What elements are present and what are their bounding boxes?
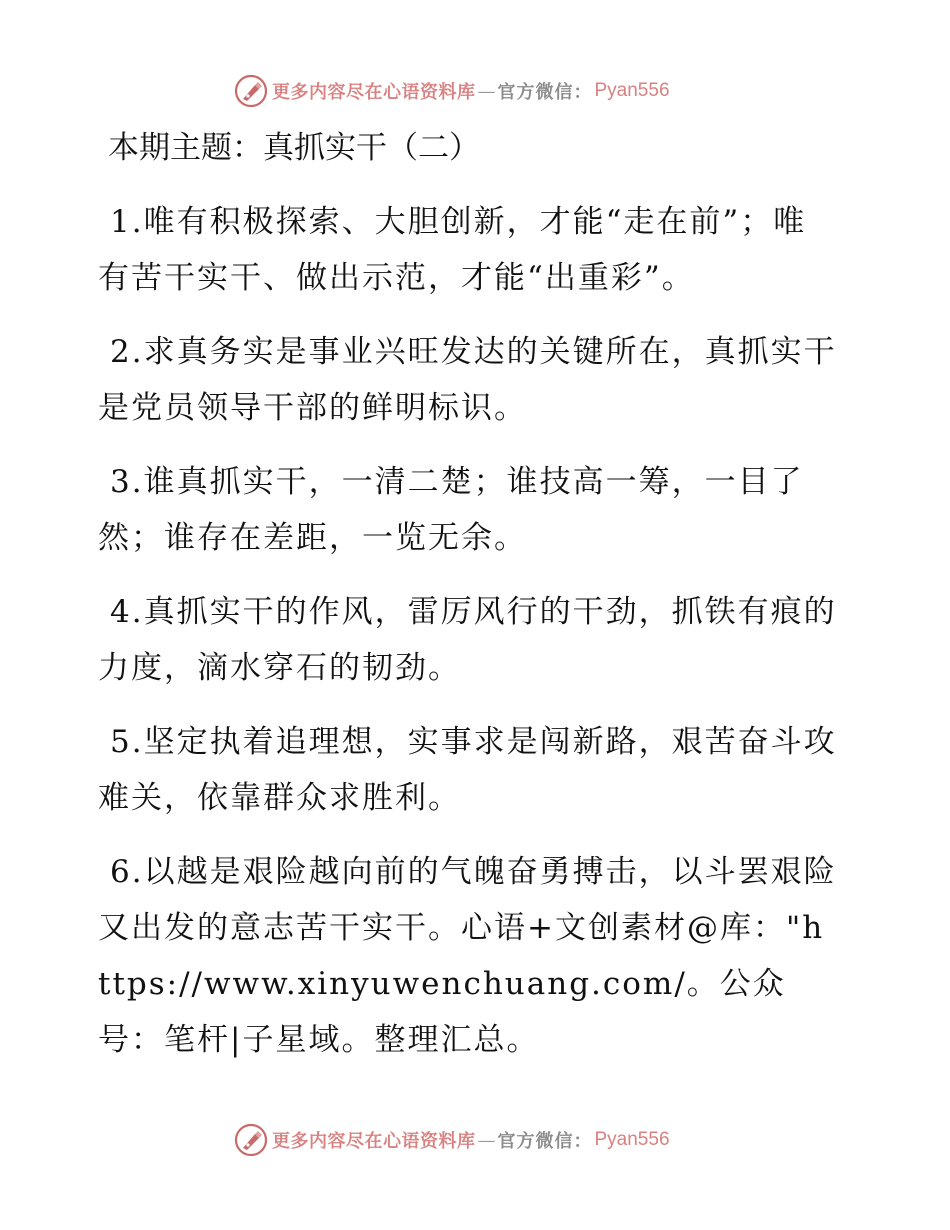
banner-site-text: 更多内容尽在心语资料库: [272, 82, 476, 103]
banner-dash: —: [477, 80, 496, 102]
page-title: 本期主题：真抓实干（二）: [108, 130, 480, 166]
header-banner[interactable]: [234, 73, 670, 109]
paragraph-2: 2.求真务实是事业兴旺发达的关键所在，真抓实干是党员领导干部的鲜明标识。: [98, 334, 837, 426]
banner-wechat-id: Pyan556: [594, 1129, 670, 1150]
document-body: [98, 120, 838, 1086]
pen-nib-logo-icon: [234, 74, 268, 108]
paragraph-4: 4.真抓实干的作风，雷厉风行的干劲，抓铁有痕的力度，滴水穿石的韧劲。: [98, 594, 837, 686]
banner-site-text: 更多内容尽在心语资料库: [272, 1131, 476, 1152]
banner-wechat-label: 官方微信：: [497, 82, 593, 103]
banner-dash: —: [477, 1129, 496, 1151]
pen-nib-logo-icon: [234, 1123, 268, 1157]
paragraph-6: 6.以越是艰险越向前的气魄奋勇搏击，以斗罢艰险又出发的意志苦干实干。心语+文创素材@库："https://www.xinyuwenchuang.com/。公众号：笔杆|子星域。整理汇总。: [98, 854, 837, 1058]
paragraph-1: 1.唯有积极探索、大胆创新，才能“走在前”；唯有苦干实干、做出示范，才能“出重彩”。: [98, 204, 807, 296]
footer-banner[interactable]: [234, 1122, 670, 1158]
paragraph-3: 3.谁真抓实干，一清二楚；谁技高一筹，一目了然；谁存在差距，一览无余。: [98, 464, 804, 556]
banner-wechat-id: Pyan556: [594, 80, 670, 101]
paragraph-5: 5.坚定执着追理想，实事求是闯新路，艰苦奋斗攻难关，依靠群众求胜利。: [98, 724, 837, 816]
banner-wechat-label: 官方微信：: [497, 1131, 593, 1152]
